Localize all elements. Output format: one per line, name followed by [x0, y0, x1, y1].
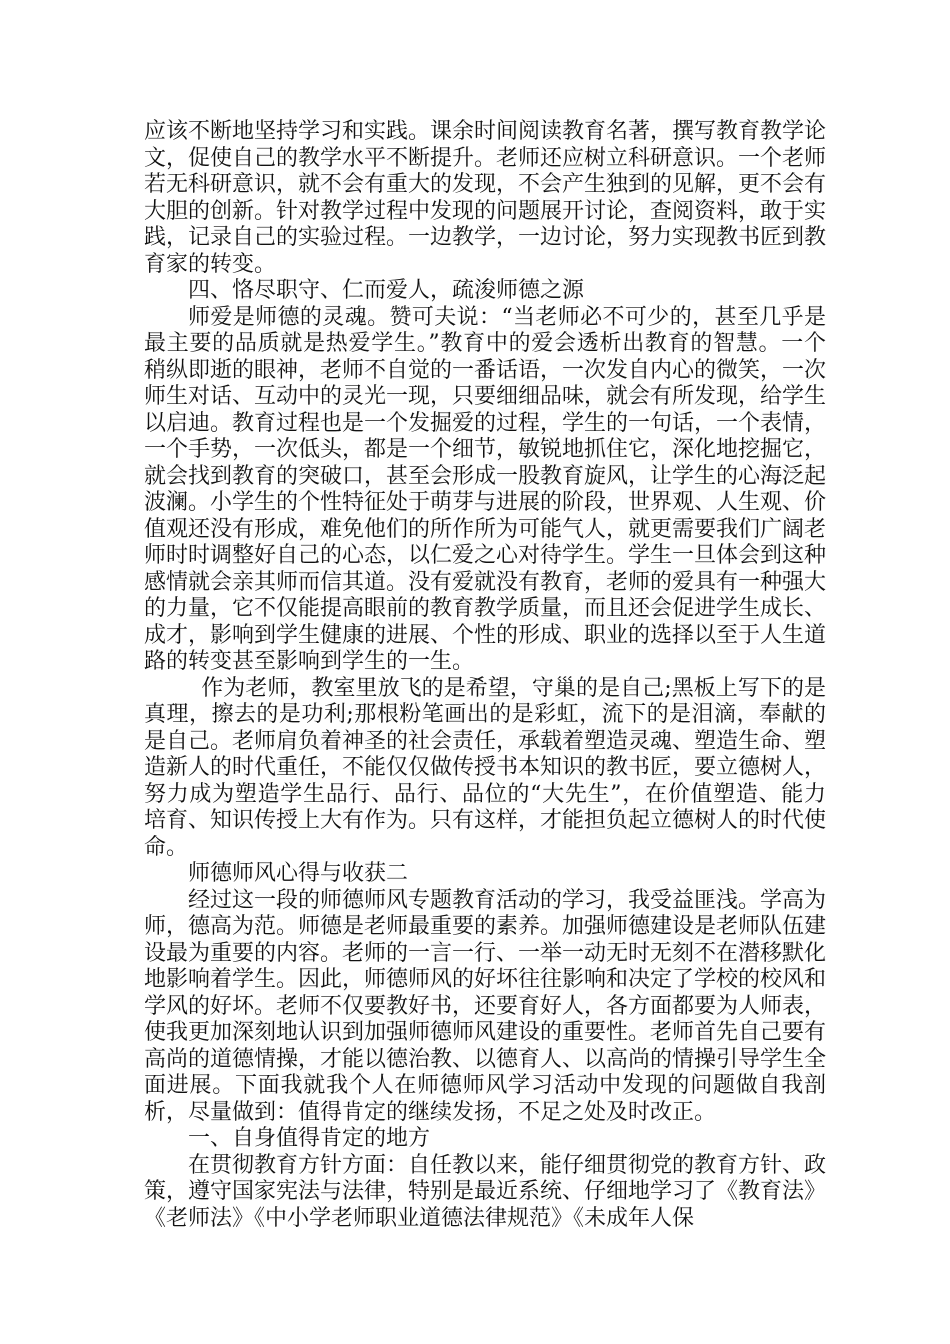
body-paragraph: 经过这一段的师德师风专题教育活动的学习，我受益匪浅。学高为师，德高为范。师德是老师最重要的素养。加强师德建设是老师队伍建设最为重要的内容。老师的一言一行、一举一动无时无刻不在潜移默化地影响着学生。因此，师德师风的好坏往往影响和决定了学校的校风和学风的好坏。老师不仅要教好书，还要育好人，各方面都要为人师表，使我更加深刻地认识到加强师德师风建设的重要性。老师首先自己要有高尚的道德情操，才能以德治教、以德育人、以高尚的情操引导学生全面进展。下面我就我个人在师德师风学习活动中发现的问题做自我剖析，尽量做到：值得肯定的继续发扬，不足之处及时改正。 [144, 887, 827, 1125]
body-paragraph: 在贯彻教育方针方面：自任教以来，能仔细贯彻党的教育方针、政策，遵守国家宪法与法律，特别是最近系统、仔细地学习了《教育法》《老师法》《中小学老师职业道德法律规范》《未成年人保 [144, 1152, 827, 1231]
body-paragraph: 师爱是师德的灵魂。赞可夫说：“当老师必不可少的，甚至几乎是最主要的品质就是热爱学生。”教育中的爱会透析出教育的智慧。一个稍纵即逝的眼神，老师不自觉的一番话语，一次发自内心的微笑，一次师生对话、互动中的灵光一现，只要细细品味，就会有所发现，给学生以启迪。教育过程也是一个发掘爱的过程，学生的一句话，一个表情，一个手势，一次低头，都是一个细节，敏锐地抓住它，深化地挖掘它，就会找到教育的突破口，甚至会形成一股教育旋风，让学生的心海泛起波澜。小学生的个性特征处于萌芽与进展的阶段，世界观、人生观、价值观还没有形成，难免他们的所作所为可能气人，就更需要我们广阔老师时时调整好自己的心态，以仁爱之心对待学生。学生一旦体会到这种感情就会亲其师而信其道。没有爱就没有教育，老师的爱具有一种强大的力量，它不仅能提高眼前的教育教学质量，而且还会促进学生成长、成才，影响到学生健康的进展、个性的形成、职业的选择以至于人生道路的转变甚至影响到学生的一生。 [144, 304, 827, 674]
body-paragraph: 应该不断地坚持学习和实践。课余时间阅读教育名著，撰写教育教学论文，促使自己的教学水平不断提升。老师还应树立科研意识。一个老师若无科研意识，就不会有重大的发现，不会产生独到的见解，更不会有大胆的创新。针对教学过程中发现的问题展开讨论，查阅资料，敢于实践，记录自己的实验过程。一边教学，一边讨论，努力实现教书匠到教育家的转变。 [144, 119, 827, 277]
document-body [144, 119, 826, 1232]
section-heading: 四、恪尽职守、仁而爱人，疏浚师德之源 [188, 278, 585, 303]
section-heading: 一、自身值得肯定的地方 [188, 1126, 431, 1151]
body-paragraph: 作为老师，教室里放飞的是希望，守巢的是自己;黑板上写下的是真理，擦去的是功利;那根粉笔画出的是彩虹，流下的是泪滴，奉献的是自己。老师肩负着神圣的社会责任，承载着塑造灵魂、塑造生命、塑造新人的时代重任，不能仅仅做传授书本知识的教书匠，要立德树人，努力成为塑造学生品行、品行、品位的“大先生”，在价值塑造、能力培育、知识传授上大有作为。只有这样，才能担负起立德树人的时代使命。 [144, 675, 827, 860]
section-heading: 师德师风心得与收获二 [188, 861, 409, 886]
